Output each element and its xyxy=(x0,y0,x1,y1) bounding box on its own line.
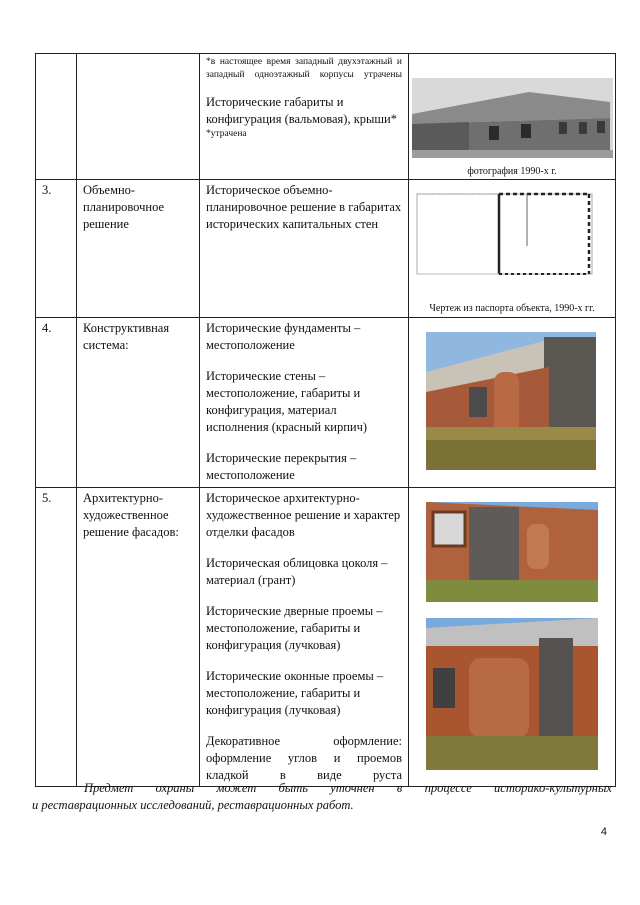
row-item: Историческое архитектурно-художественное решение и характер отделки фасадов xyxy=(206,491,401,539)
footer-word: историко-культурных xyxy=(494,781,612,795)
row-item: Историческое объемно-планировочное решение в габаритах исторических капитальных стен xyxy=(206,183,402,231)
row-item: Исторические стены – местоположение, габариты и конфигурация, материал исполнения (красный кирпич) xyxy=(206,369,368,434)
row-item: Исторические перекрытия – местоположение xyxy=(206,451,357,482)
roof-note: *утрачена xyxy=(206,129,247,139)
photo-caption: фотография 1990-х г. xyxy=(467,166,557,177)
table-row xyxy=(36,488,616,787)
row-item: Декоративное оформление: оформление углов и проемов кладкой в виде руста xyxy=(206,734,402,782)
facade-photo-2 xyxy=(409,618,616,770)
row-item: Историческая облицовка цоколя – материал (грант) xyxy=(206,556,388,587)
footer-line-2: и реставрационных исследований, реставрационных работ. xyxy=(32,798,354,812)
row-number: 4. xyxy=(36,318,77,488)
row-number: 5. xyxy=(36,488,77,787)
footer-note xyxy=(32,780,612,814)
page-number: 4 xyxy=(600,826,607,838)
wall-photo xyxy=(409,332,616,470)
footer-word: уточнен xyxy=(330,781,375,795)
protection-table xyxy=(35,53,616,787)
row-item: Исторические оконные проемы – местоположение, габариты и конфигурация (лучковая) xyxy=(206,669,384,717)
table-row xyxy=(36,318,616,488)
row-item: Исторические фундаменты – местоположение xyxy=(206,321,361,352)
footer-word: процессе xyxy=(424,781,472,795)
row-subject: Конструктивная система: xyxy=(77,318,200,488)
floor-plan-drawing xyxy=(409,186,616,286)
footer-word: охраны xyxy=(155,781,195,795)
drawing-caption: Чертеж из паспорта объекта, 1990-х гг. xyxy=(429,303,595,314)
row-number: 3. xyxy=(36,180,77,318)
table-row xyxy=(36,180,616,318)
footer-word: может xyxy=(216,781,257,795)
row-subject: Архитектурно-художественное решение фасадов: xyxy=(77,488,200,787)
building-photo-1990s xyxy=(409,78,616,158)
footer-word: быть xyxy=(278,781,308,795)
loss-note: *в настоящее время западный двухэтажный и западный одноэтажный корпусы утрачены xyxy=(206,57,402,80)
roof-item: Исторические габариты и конфигурация (вальмовая), крыши* xyxy=(206,95,397,126)
table-row xyxy=(36,54,616,180)
row-item: Исторические дверные проемы – местоположение, габариты и конфигурация (лучковая) xyxy=(206,604,383,652)
footer-word: Предмет xyxy=(84,781,134,795)
facade-photo-1 xyxy=(409,502,616,602)
footer-word: в xyxy=(396,781,403,795)
row-subject: Объемно-планировочное решение xyxy=(77,180,200,318)
